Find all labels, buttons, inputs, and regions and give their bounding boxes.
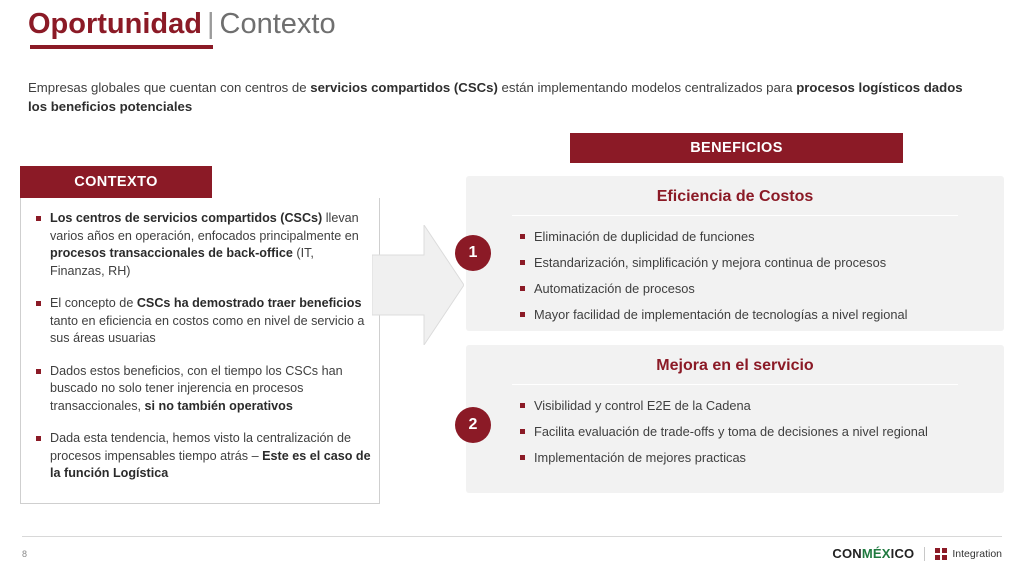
footer-logos xyxy=(832,546,1002,561)
title-separator: | xyxy=(206,8,215,40)
context-item-0-bold-1: Los centros de servicios compartidos (CSCs) xyxy=(50,211,323,225)
context-item-2-bold-2: si no también operativos xyxy=(144,398,293,413)
list-item: Eliminación de duplicidad de funciones xyxy=(520,228,984,245)
context-item-3-bold-2: Este es el caso de la función Logística xyxy=(50,448,371,480)
footer-divider xyxy=(22,536,1002,537)
list-item: Visibilidad y control E2E de la Cadena xyxy=(520,397,984,414)
conmexico-logo-part-1: CON xyxy=(832,546,862,561)
grid-squares-icon xyxy=(935,548,947,560)
list-item xyxy=(36,210,371,280)
conmexico-logo-part-3: ICO xyxy=(890,546,915,561)
integration-logo xyxy=(935,548,1002,560)
benefit-card-1-title: Eficiencia de Costos xyxy=(656,188,814,205)
intro-bold-2: procesos logísticos dados los beneficios potenciales xyxy=(28,80,963,114)
intro-text-1: Empresas globales que cuentan con centros de xyxy=(28,80,311,95)
conmexico-logo xyxy=(832,546,914,561)
list-item: Estandarización, simplificación y mejora continua de procesos xyxy=(520,254,984,271)
benefit-card-1 xyxy=(466,176,1004,331)
page-title xyxy=(28,6,336,42)
title-underline xyxy=(30,45,213,49)
benefits-header: BENEFICIOS xyxy=(570,133,903,163)
list-item xyxy=(36,363,371,416)
flow-arrow-icon xyxy=(372,225,464,350)
integration-logo-label: Integration xyxy=(952,547,1002,560)
intro-text-2: están implementando modelos centralizados para xyxy=(497,80,797,95)
context-item-0-bold-2: procesos transaccionales de back-office xyxy=(50,246,293,260)
context-list xyxy=(36,210,371,498)
list-item xyxy=(36,295,371,348)
benefit-card-2-list xyxy=(466,385,1004,466)
benefit-card-2-title: Mejora en el servicio xyxy=(656,357,814,374)
context-item-2-text-1: Dados estos beneficios, con el tiempo los CSCs han buscado no solo tener injerencia en procesos transaccionales, xyxy=(50,363,343,413)
list-item xyxy=(36,430,371,483)
list-item: Mayor facilidad de implementación de tecnologías a nivel regional xyxy=(520,306,984,323)
context-item-0-text-2: (IT, Finanzas, RH) xyxy=(50,246,314,278)
benefit-badge-2: 2 xyxy=(455,407,491,443)
title-main: Oportunidad xyxy=(28,8,202,40)
list-item: Facilita evaluación de trade-offs y toma de decisiones a nivel regional xyxy=(520,423,984,440)
list-item: Implementación de mejores practicas xyxy=(520,449,984,466)
page-number: 8 xyxy=(22,549,28,559)
title-sub: Contexto xyxy=(219,8,336,40)
context-item-0-text-1: llevan varios años en operación, enfocados principalmente en xyxy=(50,211,359,243)
list-item: Automatización de procesos xyxy=(520,280,984,297)
context-item-1-text-2: tanto en eficiencia en costos como en nivel de servicio a sus áreas usuarias xyxy=(50,313,365,345)
context-item-1-text-1: El concepto de xyxy=(50,296,137,310)
logo-divider xyxy=(924,547,925,561)
benefit-badge-1: 1 xyxy=(455,235,491,271)
benefit-card-2 xyxy=(466,345,1004,493)
context-item-3-text-1: Dada esta tendencia, hemos visto la centralización de procesos impensables tiempo atrás – xyxy=(50,431,352,463)
intro-paragraph xyxy=(28,78,973,116)
context-item-1-bold-2: CSCs ha demostrado traer beneficios xyxy=(136,296,362,310)
conmexico-logo-part-2: MÉX xyxy=(861,546,891,561)
benefit-card-1-list xyxy=(466,216,1004,323)
context-header: CONTEXTO xyxy=(20,166,212,198)
intro-bold-1: servicios compartidos (CSCs) xyxy=(310,80,498,95)
